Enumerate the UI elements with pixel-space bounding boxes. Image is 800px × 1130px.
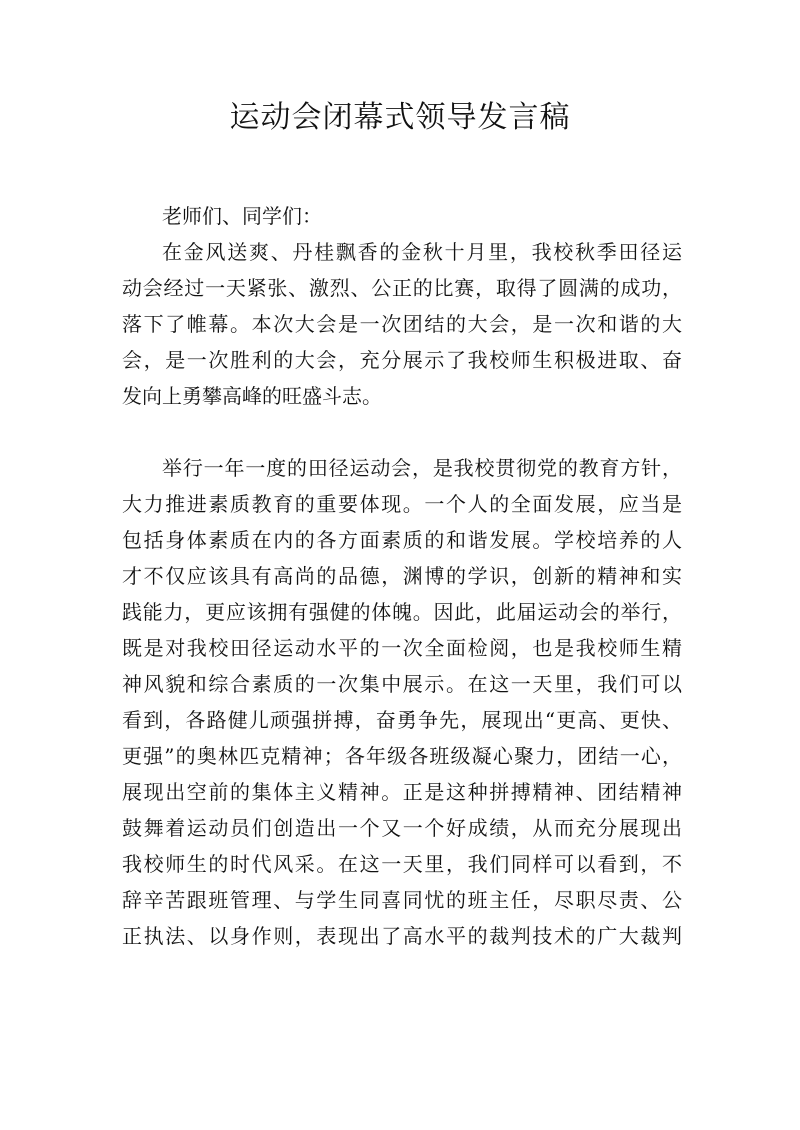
text-line: 展现出空前的集体主义精神。正是这种拼搏精神、团结精神 — [122, 780, 682, 804]
text-line: 动会经过一天紧张、激烈、公正的比赛，取得了圆满的成功， — [122, 276, 682, 300]
text-line: 鼓舞着运动员们创造出一个又一个好成绩，从而充分展现出 — [122, 816, 682, 840]
text-line: 看到，各路健儿顽强拼搏，奋勇争先，展现出“更高、更快、 — [122, 708, 682, 732]
text-line: 既是对我校田径运动水平的一次全面检阅，也是我校师生精 — [122, 636, 682, 660]
text-line: 更强”的奥林匹克精神；各年级各班级凝心聚力，团结一心， — [122, 744, 682, 768]
text-line: 发向上勇攀高峰的旺盛斗志。 — [122, 384, 382, 408]
paragraph-2 — [122, 450, 682, 954]
text-line: 才不仅应该具有高尚的品德，渊博的学识，创新的精神和实 — [122, 564, 682, 588]
document-title: 运动会闭幕式领导发言稿 — [229, 100, 571, 135]
text-line: 包括身体素质在内的各方面素质的和谐发展。学校培养的人 — [122, 528, 682, 552]
text-line: 辞辛苦跟班管理、与学生同喜同忧的班主任，尽职尽责、公 — [122, 888, 682, 912]
text-line: 神风貌和综合素质的一次集中展示。在这一天里，我们可以 — [122, 672, 682, 696]
salutation-line: 老师们、同学们： — [162, 204, 322, 228]
text-line: 落下了帷幕。本次大会是一次团结的大会，是一次和谐的大 — [122, 312, 682, 336]
text-line: 大力推进素质教育的重要体现。一个人的全面发展，应当是 — [122, 492, 682, 516]
text-line: 在金风送爽、丹桂飘香的金秋十月里，我校秋季田径运 — [162, 240, 682, 264]
text-line: 正执法、以身作则，表现出了高水平的裁判技术的广大裁判 — [122, 924, 682, 948]
paragraph-1 — [122, 234, 682, 414]
text-line: 举行一年一度的田径运动会，是我校贯彻党的教育方针， — [162, 456, 682, 480]
text-line: 会，是一次胜利的大会，充分展示了我校师生积极进取、奋 — [122, 348, 682, 372]
text-line: 践能力，更应该拥有强健的体魄。因此，此届运动会的举行， — [122, 600, 682, 624]
salutation — [122, 198, 682, 234]
text-line: 我校师生的时代风采。在这一天里，我们同样可以看到，不 — [122, 852, 682, 876]
